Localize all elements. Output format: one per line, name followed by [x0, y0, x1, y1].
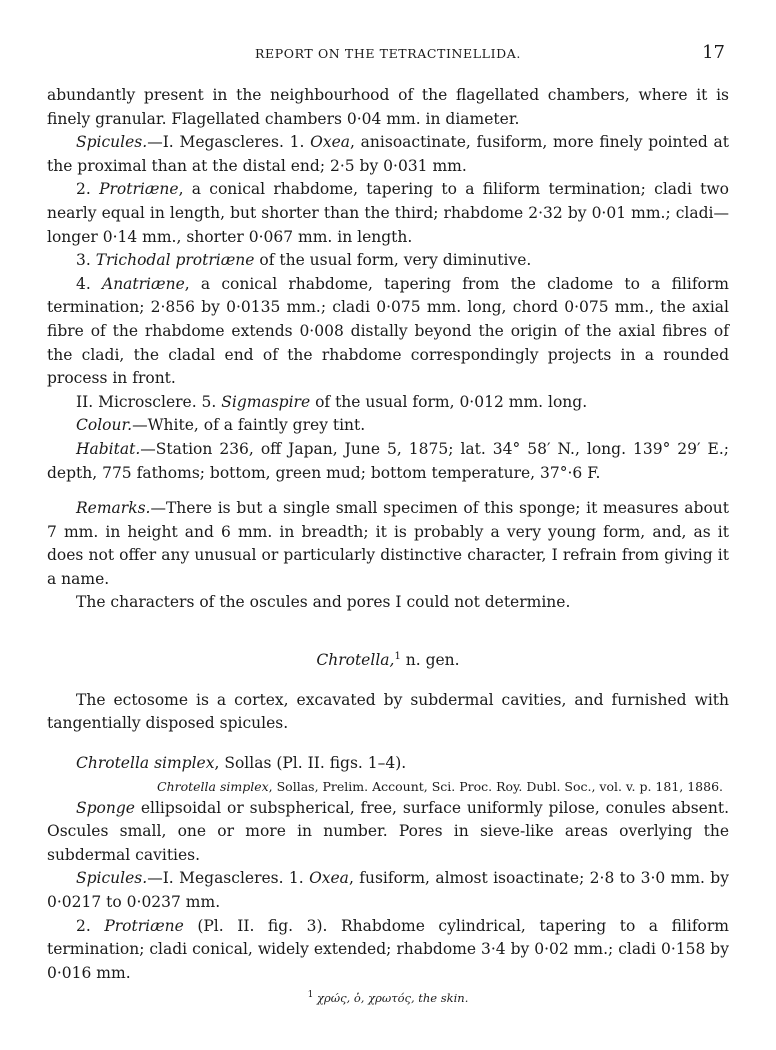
label-colour: Colour. — [76, 416, 133, 435]
paragraph-trichodal: 3. Trichodal protriæne of the usual form, very diminutive. — [76, 251, 532, 270]
genus-name: Chrotella, — [316, 651, 395, 670]
paragraph-protriaene-2: 2. Protriæne (Pl. II. fig. 3). Rhabdome cylindrical, tapering to a filiform termination; cladi conical, widely extended; rhabdome 3·4 by 0·02 mm.; cladi 0·158 by 0·016 mm. — [47, 916, 729, 982]
paragraph-microsclere: II. Microsclere. 5. Sigmaspire of the usual form, 0·012 mm. long. — [76, 392, 588, 411]
species-name: Chrotella simplex — [76, 754, 215, 772]
paragraph-protriaene: 2. Protriæne, a conical rhabdome, tapering to a filiform termination; cladi two nearly equal in length, but shorter than the third; rhabdome 2·32 by 0·01 mm.; cladi—longer 0·14 mm., shorter 0·067 mm. in length. — [47, 180, 729, 246]
paragraph-sponge: Sponge ellipsoidal or subspherical, free, surface uniformly pilose, conules absent. Oscules small, one or more in number. Pores in sieve-like areas overlying the subdermal cavities. — [47, 798, 729, 864]
paragraph-spicules: Spicules.—I. Megascleres. 1. Oxea, anisoactinate, fusiform, more finely pointed at the proximal than at the distal end; 2·5 by 0·031 mm. — [47, 133, 729, 175]
label-remarks: Remarks. — [76, 499, 151, 518]
term-anatriaene: Anatriæne — [102, 274, 185, 293]
footnote-mark: 1 — [307, 990, 314, 1001]
spacer — [47, 673, 729, 689]
label-sponge: Sponge — [76, 798, 135, 817]
footnote — [47, 985, 729, 1008]
term-protriaene: Protriæne — [99, 180, 179, 199]
page-number: 17 — [702, 42, 725, 63]
footnote-text: χρώς, ὁ, χρωτός, the skin. — [313, 991, 469, 1006]
paragraph-spicules-2: Spicules.—I. Megascleres. 1. Oxea, fusiform, almost isoactinate; 2·8 to 3·0 mm. by 0·0217 to 0·0237 mm. — [47, 869, 729, 911]
label-habitat: Habitat. — [76, 439, 141, 458]
paragraph-oscules: The characters of the oscules and pores I could not determine. — [76, 593, 571, 612]
paragraph-remarks: Remarks.—There is but a single small specimen of this sponge; it measures about 7 mm. in height and 6 mm. in breadth; it is probably a very young form, and, as it does not offer any unusual or particularly distinctive character, I refrain from giving it a name. — [47, 499, 729, 588]
term-sigmaspire: Sigmaspire — [221, 392, 311, 411]
paragraph-colour: Colour.—White, of a faintly grey tint. — [76, 416, 366, 435]
paragraph-continuation: abundantly present in the neighbourhood of the flagellated chambers, where it is finely granular. Flagellated chambers 0·04 mm. in diameter. — [47, 86, 729, 128]
term-trichodal-protriaene: Trichodal protriæne — [95, 251, 255, 270]
term-oxea-2: Oxea — [309, 869, 349, 888]
running-head: REPORT ON THE TETRACTINELLIDA. — [255, 46, 521, 61]
body-text — [47, 84, 729, 1008]
paragraph-genus-description: The ectosome is a cortex, excavated by subdermal cavities, and furnished with tangentially disposed spicules. — [47, 690, 729, 733]
spacer — [47, 485, 729, 497]
paragraph-anatriaene: 4. Anatriæne, a conical rhabdome, tapering from the cladome to a filiform termination; 2·856 by 0·0135 mm.; cladi 0·075 mm. long, chord 0·075 mm., the axial fibre of the rhabdome extends 0·008 distally beyond the origin of the axial fibres of the cladi, the cladal end of the rhabdome correspondingly projects in a rounded process in front. — [47, 274, 729, 388]
species-citation: Chrotella simplex, Sollas, Prelim. Account, Sci. Proc. Roy. Dubl. Soc., vol. v. p. 181, 1886. — [157, 778, 723, 794]
spacer — [47, 736, 729, 752]
label-spicules: Spicules. — [76, 133, 148, 152]
term-protriaene-2: Protriæne — [104, 916, 184, 935]
genus-heading: Chrotella,$^1$ n. gen. — [316, 651, 460, 670]
paragraph-habitat: Habitat.—Station 236, off Japan, June 5, 1875; lat. 34° 58′ N., long. 139° 29′ E.; depth, 775 fathoms; bottom, green mud; bottom temperature, 37°·6 F. — [47, 439, 729, 482]
label-spicules-2: Spicules. — [76, 869, 148, 888]
page-header — [47, 44, 729, 68]
species-heading: Chrotella simplex, Sollas (Pl. II. figs. 1–4). — [76, 754, 407, 772]
spacer — [47, 615, 729, 645]
footnote-ref: 1 — [394, 651, 401, 663]
term-oxea: Oxea — [310, 133, 351, 152]
